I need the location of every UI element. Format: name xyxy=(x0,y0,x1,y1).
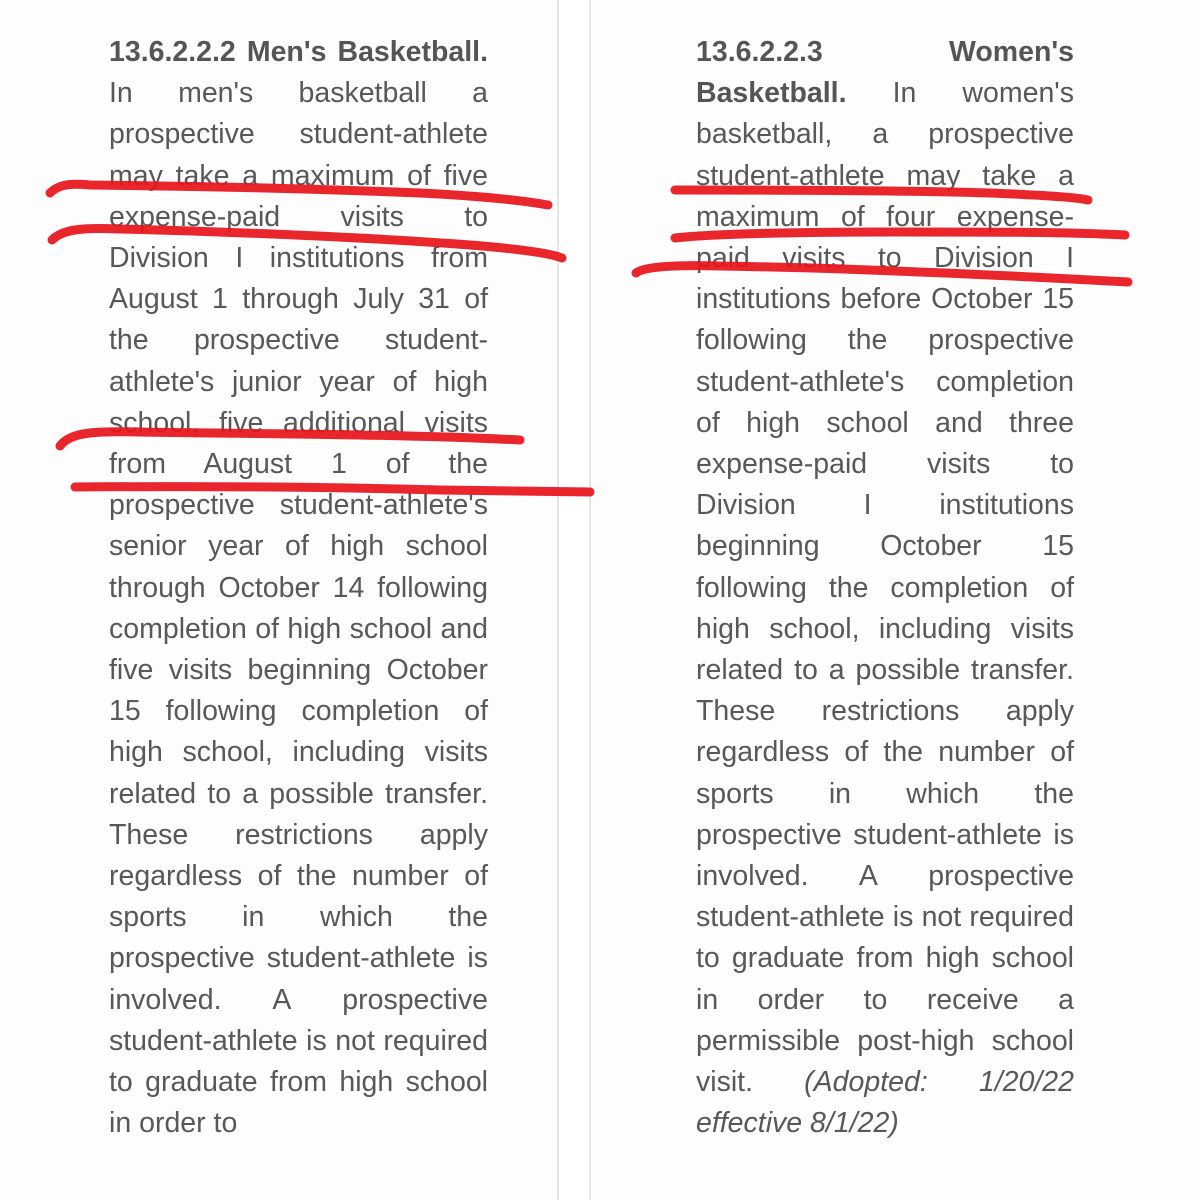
mens-basketball-body: In men's basketball a prospective student-athlete may take a maximum of five expense-paid visits to Division I institutions from August 1 through July 31 of the prospective student-athlete's junior year of high school, five additional visits from August 1 of the prospective student-athlete's senior year of high school through October 14 following completion of high school and five visits beginning October 15 following completion of high school, including visits related to a possible transfer. These restrictions apply regardless of the number of sports in which the prospective student-athlete is involved. A prospective student-athlete is not required to graduate from high school in order to xyxy=(109,77,488,1140)
womens-basketball-heading: 13.6.2.2.3 Women's Basketball. xyxy=(696,36,1074,110)
mens-basketball-heading: 13.6.2.2.2 Men's Basketball. xyxy=(109,36,488,68)
womens-basketball-rule xyxy=(696,32,1074,1144)
page-gutter-right-edge xyxy=(589,0,591,1200)
womens-basketball-body: In women's basketball, a prospective student-athlete may take a maximum of four expense-paid visits to Division I institutions before October 15 following the prospective student-athlete's completion of high school and three expense-paid visits to Division I institutions beginning October 15 following the completion of high school, including visits related to a possible transfer. These restrictions apply regardless of the number of sports in which the prospective student-athlete is involved. A prospective student-athlete is not required to graduate from high school in order to receive a permissible post-high school visit. xyxy=(696,77,1074,1099)
adopted-note: (Adopted: 1/20/22 effective 8/1/22) xyxy=(696,1066,1074,1140)
mens-basketball-rule xyxy=(109,32,488,1144)
page-gutter-left-edge xyxy=(557,0,559,1200)
